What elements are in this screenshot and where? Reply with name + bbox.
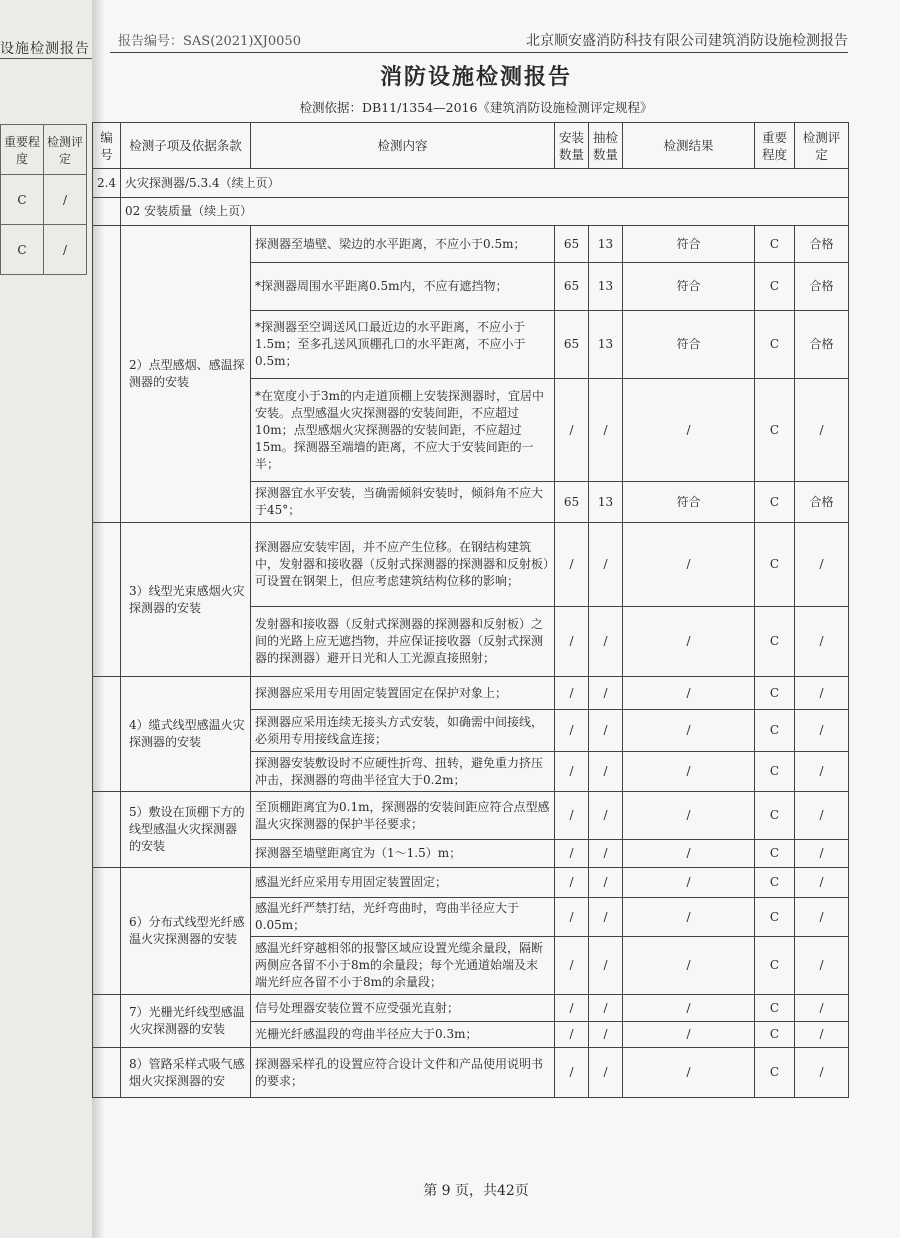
table-row [93, 995, 849, 1022]
subsection-number-cell [93, 198, 121, 226]
sampled-cell: / [589, 710, 623, 752]
importance-cell: C [755, 263, 795, 311]
result-cell: / [623, 379, 755, 482]
rating-cell: / [795, 607, 849, 677]
col-header-installed: 安装数量 [555, 123, 589, 169]
row-number-cell [93, 792, 121, 868]
sampled-cell: / [589, 523, 623, 607]
table-row [93, 226, 849, 263]
result-cell: 符合 [623, 263, 755, 311]
content-cell: 感温光纤应采用专用固定装置固定； [251, 868, 555, 898]
table-row [93, 792, 849, 840]
group-title: 6）分布式线型光纤感温火灾探测器的安装 [121, 868, 251, 995]
table-row [93, 677, 849, 710]
content-cell: 探测器安装敷设时不应硬性折弯、扭转，避免重力挤压冲击，探测器的弯曲半径宜大于0.2m； [251, 752, 555, 792]
rating-cell: / [795, 710, 849, 752]
group-title: 7）光栅光纤线型感温火灾探测器的安装 [121, 995, 251, 1048]
section-label: 火灾探测器/5.3.4（续上页） [121, 169, 849, 198]
sampled-cell: / [589, 995, 623, 1022]
subsection-label: 02 安装质量（续上页） [121, 198, 849, 226]
result-cell: / [623, 677, 755, 710]
company-header: 北京顺安盛消防科技有限公司建筑消防设施检测报告 [526, 33, 848, 49]
row-number-cell [93, 1048, 121, 1098]
importance-cell: C [755, 937, 795, 995]
importance-cell: C [755, 868, 795, 898]
installed-cell: / [555, 840, 589, 868]
importance-cell: C [755, 1022, 795, 1048]
content-cell: *探测器周围水平距离0.5m内，不应有遮挡物； [251, 263, 555, 311]
importance-cell: C [755, 607, 795, 677]
sampled-cell: / [589, 1022, 623, 1048]
installed-cell: 65 [555, 263, 589, 311]
sampled-cell: 13 [589, 311, 623, 379]
sampled-cell: / [589, 607, 623, 677]
row-number-cell [93, 995, 121, 1048]
table-row [93, 868, 849, 898]
rating-cell: / [795, 840, 849, 868]
installed-cell: / [555, 868, 589, 898]
installed-cell: / [555, 1048, 589, 1098]
sampled-cell: / [589, 677, 623, 710]
table-row [93, 1048, 849, 1098]
result-cell: / [623, 710, 755, 752]
rating-cell: / [795, 1022, 849, 1048]
installed-cell: / [555, 523, 589, 607]
result-cell: / [623, 1022, 755, 1048]
rating-cell: / [795, 677, 849, 710]
previous-cell: C [1, 225, 44, 275]
group-title: 4）缆式线型感温火灾探测器的安装 [121, 677, 251, 792]
report-page [97, 0, 900, 1238]
header-rule [110, 52, 848, 53]
content-cell: 发射器和接收器（反射式探测器的探测器和反射板）之间的光路上应无遮挡物，并应保证接收器（反射式探测器的探测器）避开日光和人工光源直接照射； [251, 607, 555, 677]
sampled-cell: 13 [589, 226, 623, 263]
installed-cell: / [555, 937, 589, 995]
installed-cell: / [555, 607, 589, 677]
result-cell: 符合 [623, 226, 755, 263]
inspection-basis: 检测依据：DB11/1354—2016《建筑消防设施检测评定规程》 [299, 100, 653, 115]
col-header-no: 编号 [93, 123, 121, 169]
sampled-cell: 13 [589, 263, 623, 311]
rating-cell: / [795, 379, 849, 482]
row-number-cell [93, 226, 121, 523]
content-cell: 至顶棚距离宜为0.1m，探测器的安装间距应符合点型感温火灾探测器的保护半径要求； [251, 792, 555, 840]
rating-cell: / [795, 752, 849, 792]
sampled-cell: / [589, 792, 623, 840]
result-cell: / [623, 868, 755, 898]
content-cell: 探测器至墙壁距离宜为（1～1.5）m； [251, 840, 555, 868]
sampled-cell: / [589, 937, 623, 995]
content-cell: 探测器应安装牢固，并不应产生位移。在钢结构建筑中，发射器和接收器（反射式探测器的探测器和反射板）可设置在钢架上，但应考虑建筑结构位移的影响； [251, 523, 555, 607]
content-cell: 探测器采样孔的设置应符合设计文件和产品使用说明书的要求； [251, 1048, 555, 1098]
content-cell: *探测器至空调送风口最近边的水平距离，不应小于1.5m；至多孔送风顶棚孔口的水平距离，不应小于0.5m； [251, 311, 555, 379]
previous-page-table [0, 124, 87, 275]
importance-cell: C [755, 379, 795, 482]
rating-cell: 合格 [795, 226, 849, 263]
page-footer: 第 9 页，共42页 [423, 1183, 529, 1199]
rating-cell: / [795, 868, 849, 898]
importance-cell: C [755, 482, 795, 523]
content-cell: 探测器应采用连续无接头方式安装，如确需中间接线，必须用专用接线盒连接； [251, 710, 555, 752]
installed-cell: / [555, 1022, 589, 1048]
sampled-cell: / [589, 898, 623, 937]
importance-cell: C [755, 677, 795, 710]
previous-page-edge [0, 0, 93, 1238]
content-cell: 光栅光纤感温段的弯曲半径应大于0.3m； [251, 1022, 555, 1048]
rating-cell: 合格 [795, 311, 849, 379]
installed-cell: / [555, 710, 589, 752]
inspection-table [92, 122, 849, 1098]
importance-cell: C [755, 311, 795, 379]
result-cell: / [623, 607, 755, 677]
col-header-item: 检测子项及依据条款 [121, 123, 251, 169]
group-title: 3）线型光束感烟火灾探测器的安装 [121, 523, 251, 677]
content-cell: 信号处理器安装位置不应受强光直射； [251, 995, 555, 1022]
table-row [93, 523, 849, 607]
previous-header-importance: 重要程度 [1, 125, 44, 175]
installed-cell: / [555, 677, 589, 710]
importance-cell: C [755, 710, 795, 752]
importance-cell: C [755, 792, 795, 840]
sampled-cell: / [589, 840, 623, 868]
col-header-result: 检测结果 [623, 123, 755, 169]
page-title: 消防设施检测报告 [379, 64, 572, 90]
result-cell: 符合 [623, 311, 755, 379]
row-number-cell [93, 868, 121, 995]
group-title: 8）管路采样式吸气感烟火灾探测器的安 [121, 1048, 251, 1098]
rating-cell: / [795, 1048, 849, 1098]
section-row [93, 169, 849, 198]
importance-cell: C [755, 523, 795, 607]
result-cell: / [623, 937, 755, 995]
importance-cell: C [755, 752, 795, 792]
result-cell: / [623, 792, 755, 840]
rating-cell: / [795, 523, 849, 607]
rating-cell: / [795, 937, 849, 995]
rating-cell: 合格 [795, 263, 849, 311]
sampled-cell: / [589, 379, 623, 482]
result-cell: / [623, 995, 755, 1022]
result-cell: / [623, 1048, 755, 1098]
installed-cell: / [555, 752, 589, 792]
result-cell: 符合 [623, 482, 755, 523]
table-header-row [93, 123, 849, 169]
content-cell: *在宽度小于3m的内走道顶棚上安装探测器时，宜居中安装。点型感温火灾探测器的安装间距，不应超过10m；点型感烟火灾探测器的安装间距，不应超过15m。探测器至端墙的距离，不应大于安装间距的一半； [251, 379, 555, 482]
installed-cell: / [555, 792, 589, 840]
content-cell: 探测器应采用专用固定装置固定在保护对象上； [251, 677, 555, 710]
content-cell: 感温光纤穿越相邻的报警区域应设置光缆余量段，隔断两侧应各留不小于8m的余量段；每个光通道始端及末端光纤应各留不小于8m的余量段； [251, 937, 555, 995]
group-title: 2）点型感烟、感温探测器的安装 [121, 226, 251, 523]
rating-cell: / [795, 898, 849, 937]
rating-cell: / [795, 792, 849, 840]
report-number: 报告编号：SAS(2021)XJ0050 [118, 34, 301, 49]
installed-cell: 65 [555, 226, 589, 263]
sampled-cell: / [589, 1048, 623, 1098]
row-number-cell [93, 677, 121, 792]
rating-cell: / [795, 995, 849, 1022]
previous-cell: / [44, 225, 87, 275]
sampled-cell: / [589, 868, 623, 898]
content-cell: 探测器宜水平安装，当确需倾斜安装时，倾斜角不应大于45°； [251, 482, 555, 523]
previous-cell: / [44, 175, 87, 225]
col-header-rating: 检测评定 [795, 123, 849, 169]
sampled-cell: / [589, 752, 623, 792]
importance-cell: C [755, 995, 795, 1022]
row-number-cell [93, 523, 121, 677]
previous-page-title: 设施检测报告 [0, 41, 90, 57]
previous-header-rating: 检测评定 [44, 125, 87, 175]
installed-cell: 65 [555, 482, 589, 523]
previous-cell: C [1, 175, 44, 225]
importance-cell: C [755, 226, 795, 263]
installed-cell: / [555, 995, 589, 1022]
group-title: 5）敷设在顶棚下方的线型感温火灾探测器的安装 [121, 792, 251, 868]
rating-cell: 合格 [795, 482, 849, 523]
result-cell: / [623, 523, 755, 607]
content-cell: 感温光纤严禁打结，光纤弯曲时，弯曲半径应大于0.05m； [251, 898, 555, 937]
result-cell: / [623, 898, 755, 937]
importance-cell: C [755, 840, 795, 868]
importance-cell: C [755, 898, 795, 937]
content-cell: 探测器至墙壁、梁边的水平距离，不应小于0.5m； [251, 226, 555, 263]
section-number: 2.4 [93, 169, 121, 198]
result-cell: / [623, 840, 755, 868]
col-header-content: 检测内容 [251, 123, 555, 169]
col-header-sampled: 抽检数量 [589, 123, 623, 169]
installed-cell: / [555, 898, 589, 937]
result-cell: / [623, 752, 755, 792]
importance-cell: C [755, 1048, 795, 1098]
previous-page-rule [0, 58, 92, 59]
subsection-row [93, 198, 849, 226]
sampled-cell: 13 [589, 482, 623, 523]
installed-cell: / [555, 379, 589, 482]
installed-cell: 65 [555, 311, 589, 379]
col-header-importance: 重要程度 [755, 123, 795, 169]
